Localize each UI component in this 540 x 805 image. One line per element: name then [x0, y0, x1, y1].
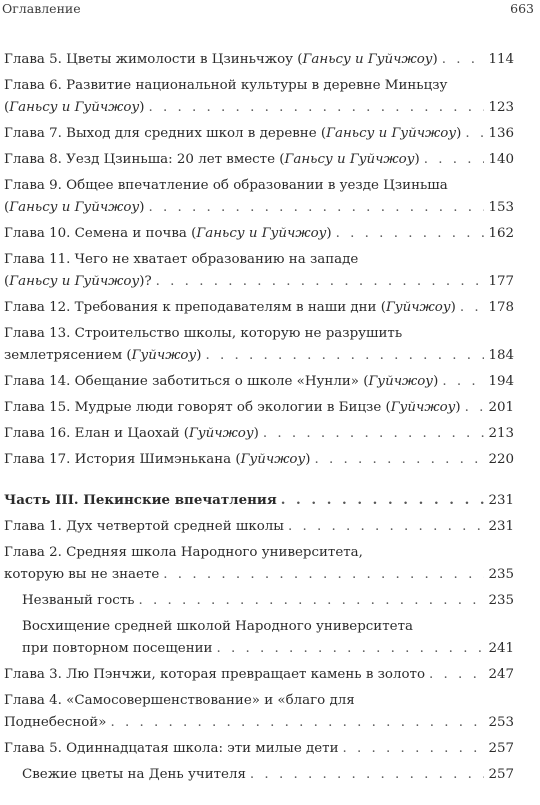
header-title: Оглавление	[2, 1, 81, 16]
entry-line	[4, 149, 514, 171]
entry-page-number: 257	[488, 741, 514, 756]
entry-page-number: 235	[488, 593, 514, 608]
entry-line	[4, 97, 514, 119]
dot-leader	[263, 423, 484, 445]
entry-line	[4, 345, 514, 367]
entry-title: которую вы не знаете	[4, 567, 160, 582]
toc-entry	[4, 123, 514, 145]
entry-title: (Ганьсу и Гуйчжоу)?	[4, 274, 152, 289]
toc-entry	[4, 297, 514, 319]
entry-line	[4, 49, 514, 71]
toc-entry	[4, 449, 514, 471]
entry-page-number: 177	[488, 274, 514, 289]
dot-leader	[288, 516, 484, 538]
dot-leader	[138, 590, 484, 612]
toc-entry	[4, 542, 514, 586]
entry-region: Ганьсу и Гуйчжоу	[284, 152, 415, 167]
toc-entry	[4, 664, 514, 686]
entry-page-number: 247	[488, 667, 514, 682]
entry-title: (Ганьсу и Гуйчжоу)	[4, 200, 145, 215]
entry-line	[4, 664, 514, 686]
entry-title-line: Глава 11. Чего не хватает образованию на западе	[4, 252, 359, 267]
entry-page-number: 140	[488, 152, 514, 167]
dot-leader	[110, 712, 484, 734]
entry-region: Ганьсу и Гуйчжоу	[302, 52, 433, 67]
toc-entry	[4, 738, 514, 760]
entry-title: Свежие цветы на День учителя	[22, 767, 246, 782]
dot-leader	[250, 764, 484, 786]
entry-line	[22, 590, 514, 612]
toc-entry	[4, 690, 514, 734]
entry-title: Глава 5. Цветы жимолости в Цзиньчжоу (Ганьсу и Гуйчжоу)	[4, 52, 438, 67]
entry-title: Незваный гость	[22, 593, 135, 608]
table-of-contents	[4, 49, 514, 790]
entry-title-line: Глава 6. Развитие национальной культуры в деревне Миньцзу	[4, 78, 448, 93]
entry-title: Глава 12. Требования к преподавателям в наши дни (Гуйчжоу)	[4, 300, 456, 315]
entry-page-number: 231	[488, 493, 514, 508]
toc-entry	[4, 49, 514, 71]
entry-title-line: Глава 9. Общее впечатление об образовании в уезде Цзиньша	[4, 178, 448, 193]
entry-page-number: 194	[488, 374, 514, 389]
toc-entry	[4, 423, 514, 445]
entry-title: Глава 8. Уезд Цзиньша: 20 лет вместе (Ганьсу и Гуйчжоу)	[4, 152, 420, 167]
entry-title: Глава 16. Елан и Цаохай (Гуйчжоу)	[4, 426, 259, 441]
dot-leader	[281, 489, 484, 511]
dot-leader	[442, 371, 484, 393]
entry-title: Глава 14. Обещание заботиться о школе «Нунли» (Гуйчжоу)	[4, 374, 439, 389]
entry-line	[4, 712, 514, 734]
toc-entry	[4, 175, 514, 219]
entry-title: Глава 7. Выход для средних школ в деревне (Ганьсу и Гуйчжоу)	[4, 126, 462, 141]
dot-leader	[336, 223, 484, 245]
entry-line	[22, 638, 514, 660]
entry-page-number: 123	[488, 100, 514, 115]
entry-region: Ганьсу и Гуйчжоу	[326, 126, 457, 141]
entry-page-number: 257	[488, 767, 514, 782]
entry-title: Глава 3. Лю Пэнчжи, которая превращает камень в золото	[4, 667, 426, 682]
dot-leader	[216, 638, 484, 660]
entry-page-number: 241	[488, 641, 514, 656]
dot-leader	[465, 123, 484, 145]
dot-leader	[163, 564, 484, 586]
dot-leader	[148, 97, 484, 119]
entry-line	[4, 397, 514, 419]
entry-title-line: Глава 2. Средняя школа Народного университета,	[4, 545, 363, 560]
entry-line	[4, 297, 514, 319]
dot-leader	[429, 664, 484, 686]
entry-region: Ганьсу и Гуйчжоу	[9, 274, 140, 289]
toc-entry	[4, 249, 514, 293]
entry-region: Гуйчжоу	[368, 374, 434, 389]
dot-leader	[315, 449, 485, 471]
entry-title: Глава 15. Мудрые люди говорят об экологии в Бицзе (Гуйчжоу)	[4, 400, 461, 415]
dot-leader	[460, 297, 484, 319]
entry-title: Глава 1. Дух четвертой средней школы	[4, 519, 284, 534]
dot-leader	[465, 397, 484, 419]
dot-leader	[442, 49, 484, 71]
entry-title-line: Глава 4. «Самосовершенствование» и «благо для	[4, 693, 355, 708]
entry-title: Часть III. Пекинские впечатления	[4, 492, 277, 508]
entry-page-number: 213	[488, 426, 514, 441]
entry-line	[22, 764, 514, 786]
toc-entry	[4, 516, 514, 538]
dot-leader	[205, 345, 484, 367]
entry-page-number: 153	[488, 200, 514, 215]
entry-region: Ганьсу и Гуйчжоу	[196, 226, 327, 241]
entry-page-number: 253	[488, 715, 514, 730]
toc-entry	[4, 223, 514, 245]
entry-region: Гуйчжоу	[188, 426, 254, 441]
entry-region: Ганьсу и Гуйчжоу	[9, 100, 140, 115]
entry-line	[4, 564, 514, 586]
entry-line	[4, 449, 514, 471]
entry-page-number: 178	[488, 300, 514, 315]
entry-page-number: 184	[488, 348, 514, 363]
toc-entry	[4, 616, 514, 660]
entry-page-number: 114	[488, 52, 514, 67]
entry-page-number: 231	[488, 519, 514, 534]
toc-entry	[4, 149, 514, 171]
entry-page-number: 136	[488, 126, 514, 141]
toc-entry	[4, 590, 514, 612]
entry-title: Глава 17. История Шимэнькана (Гуйчжоу)	[4, 452, 311, 467]
toc-entry	[4, 489, 514, 512]
entry-title-line: Глава 13. Строительство школы, которую не разрушить	[4, 326, 403, 341]
entry-line	[4, 123, 514, 145]
entry-title: Поднебесной»	[4, 715, 107, 730]
entry-line	[4, 271, 514, 293]
entry-title-line: Восхищение средней школой Народного университета	[22, 619, 413, 634]
toc-entry	[4, 323, 514, 367]
entry-title: Глава 10. Семена и почва (Ганьсу и Гуйчжоу)	[4, 226, 332, 241]
entry-line	[4, 371, 514, 393]
entry-page-number: 201	[488, 400, 514, 415]
entry-title: (Ганьсу и Гуйчжоу)	[4, 100, 145, 115]
entry-title: при повторном посещении	[22, 641, 213, 656]
toc-entry	[4, 764, 514, 786]
dot-leader	[148, 197, 484, 219]
dot-leader	[424, 149, 484, 171]
header-page-number: 663	[510, 1, 534, 16]
running-header	[0, 0, 540, 22]
entry-line	[4, 516, 514, 538]
entry-region: Гуйчжоу	[240, 452, 306, 467]
entry-title: Глава 5. Одиннадцатая школа: эти милые дети	[4, 741, 339, 756]
entry-region: Ганьсу и Гуйчжоу	[9, 200, 140, 215]
entry-region: Гуйчжоу	[385, 300, 451, 315]
entry-line	[4, 197, 514, 219]
toc-entry	[4, 397, 514, 419]
entry-page-number: 220	[488, 452, 514, 467]
entry-region: Гуйчжоу	[131, 348, 197, 363]
entry-line	[4, 423, 514, 445]
entry-line	[4, 738, 514, 760]
entry-title: землетрясением (Гуйчжоу)	[4, 348, 202, 363]
toc-entry	[4, 75, 514, 119]
entry-line	[4, 223, 514, 245]
toc-entry	[4, 371, 514, 393]
dot-leader	[156, 271, 484, 293]
entry-line	[4, 489, 514, 512]
dot-leader	[343, 738, 485, 760]
entry-page-number: 235	[488, 567, 514, 582]
entry-region: Гуйчжоу	[390, 400, 456, 415]
entry-page-number: 162	[488, 226, 514, 241]
